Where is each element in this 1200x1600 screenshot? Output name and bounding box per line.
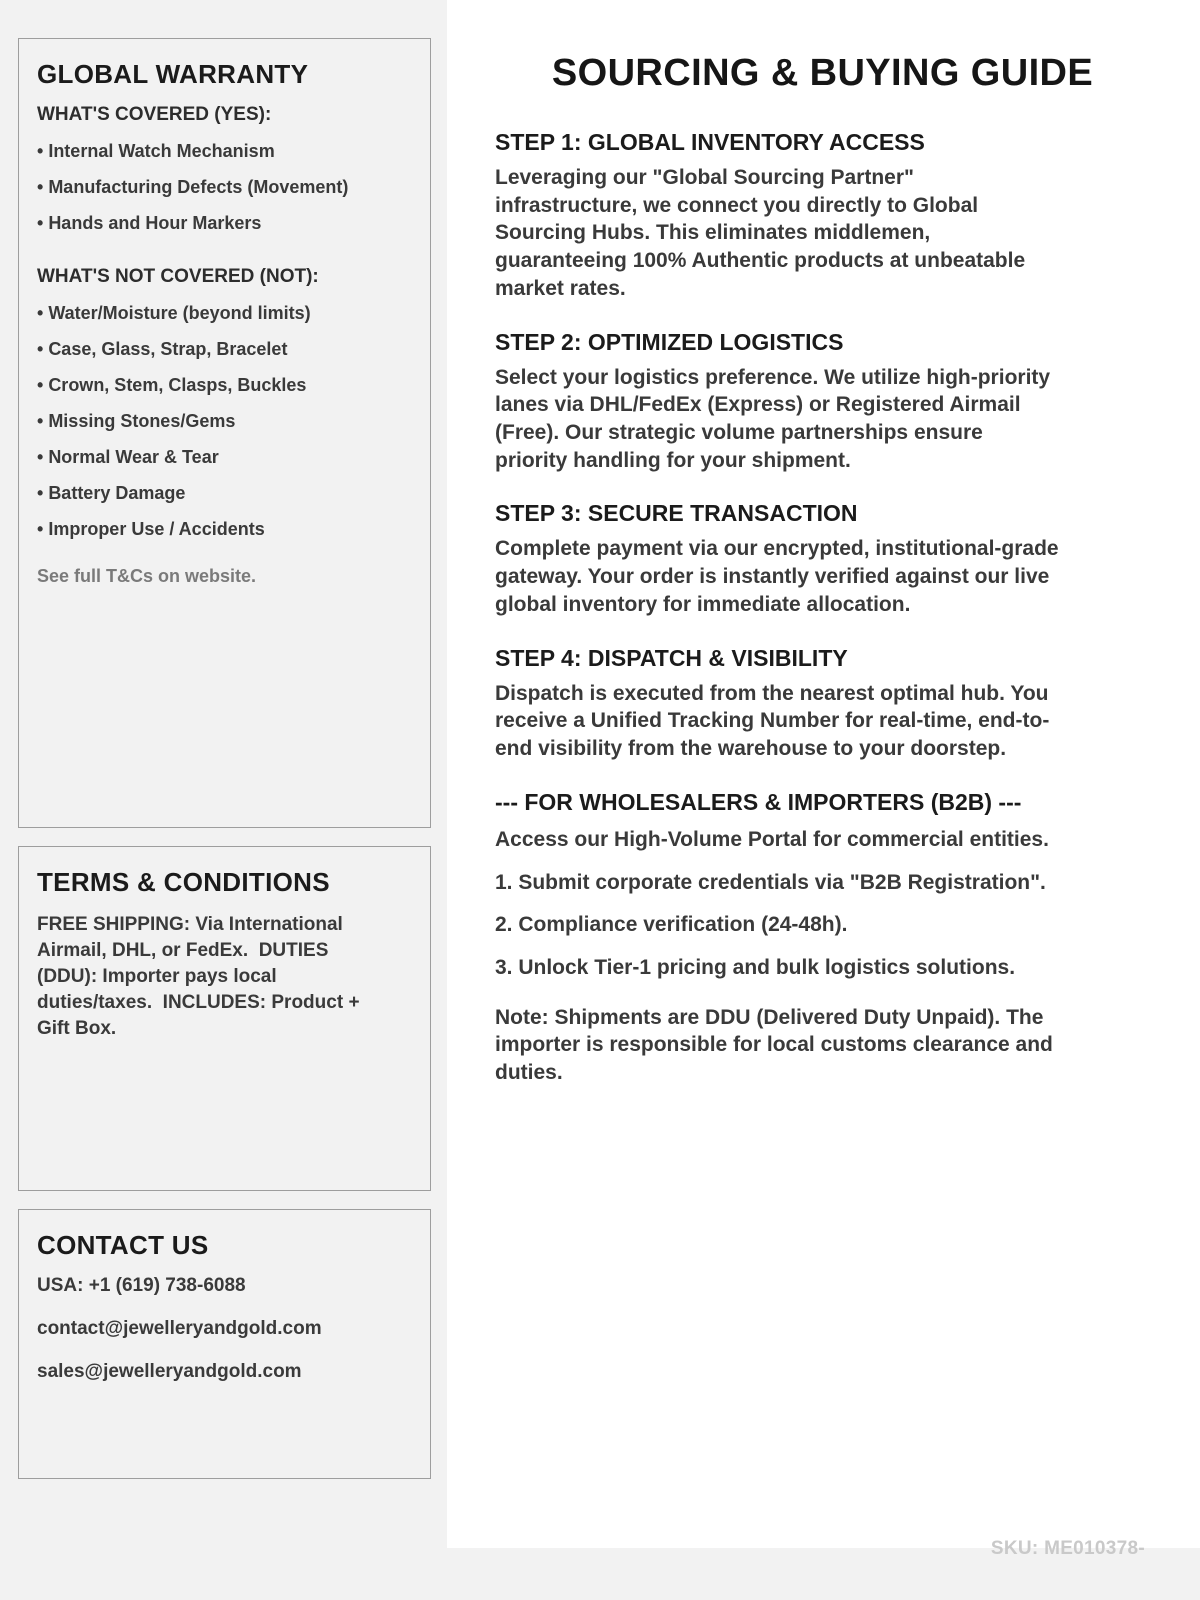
step-1-heading: STEP 1: GLOBAL INVENTORY ACCESS [495,129,925,155]
step-2-body: Select your logistics preference. We utilize high-priority lanes via DHL/FedEx (Express) or Registered Airmail (Free). Our strategic volume partnerships ensure priority handling for your shipment. [495,365,1051,472]
list-item: • Case, Glass, Strap, Bracelet [37,339,412,360]
warranty-box [18,38,431,828]
list-item: • Normal Wear & Tear [37,447,412,468]
page-title: SOURCING & BUYING GUIDE [551,52,1094,94]
b2b-section [495,789,1150,1087]
list-item: • Hands and Hour Markers [37,213,412,234]
step-1-body: Leveraging our "Global Sourcing Partner" infrastructure, we connect you directly to Global Sourcing Hubs. This eliminates middlemen, guaranteeing 100% Authentic products at unbeatable market rates. [495,166,1026,300]
list-item: • Manufacturing Defects (Movement) [37,177,412,198]
b2b-item-2: 2. Compliance verification (24-48h). [495,913,848,937]
not-covered-list [37,303,412,540]
step-4-section [495,645,1150,763]
contact-phone: USA: +1 (619) 738-6088 [37,1275,246,1296]
covered-title: WHAT'S COVERED (YES): [37,104,272,125]
contact-box [18,1209,431,1479]
not-covered-title: WHAT'S NOT COVERED (NOT): [37,266,319,287]
contact-title: CONTACT US [37,1230,209,1260]
terms-title: TERMS & CONDITIONS [37,867,330,897]
b2b-item-3: 3. Unlock Tier-1 pricing and bulk logistics solutions. [495,955,1016,979]
b2b-item-1: 1. Submit corporate credentials via "B2B Registration". [495,870,1046,894]
list-item: • Missing Stones/Gems [37,411,412,432]
warranty-footnote: See full T&Cs on website. [37,566,257,586]
contact-email-primary: contact@jewelleryandgold.com [37,1318,322,1339]
step-4-body: Dispatch is executed from the nearest optimal hub. You receive a Unified Tracking Number for real-time, end-to-end visibility from the warehouse to your doorstep. [495,681,1050,761]
contact-email-sales: sales@jewelleryandgold.com [37,1361,302,1382]
step-2-section [495,329,1150,475]
terms-body: FREE SHIPPING: Via International Airmail, DHL, or FedEx. DUTIES (DDU): Importer pays local duties/taxes. INCLUDES: Product + Gift Box. [37,914,365,1040]
list-item: • Crown, Stem, Clasps, Buckles [37,375,412,396]
step-3-section [495,500,1150,618]
b2b-note: Note: Shipments are DDU (Delivered Duty Unpaid). The importer is responsible for local customs clearance and duties. [495,1005,1053,1085]
b2b-heading: --- FOR WHOLESALERS & IMPORTERS (B2B) --- [495,788,1022,815]
list-item: • Water/Moisture (beyond limits) [37,303,412,324]
terms-box [18,846,431,1191]
sku-label: SKU: ME010378- [990,1538,1145,1559]
covered-list [37,141,412,234]
step-4-heading: STEP 4: DISPATCH & VISIBILITY [495,644,848,671]
step-2-heading: STEP 2: OPTIMIZED LOGISTICS [495,328,844,355]
warranty-title: GLOBAL WARRANTY [37,59,309,89]
list-item: • Battery Damage [37,483,412,504]
b2b-intro: Access our High-Volume Portal for commercial entities. [495,827,1049,851]
step-1-section [495,129,1150,303]
main-content [447,0,1200,1600]
step-3-body: Complete payment via our encrypted, institutional-grade gateway. Your order is instantly verified against our live global inventory for immediate allocation. [495,537,1059,616]
sidebar [0,0,447,1600]
list-item: • Improper Use / Accidents [37,519,412,540]
list-item: • Internal Watch Mechanism [37,141,412,162]
step-3-heading: STEP 3: SECURE TRANSACTION [495,500,858,527]
